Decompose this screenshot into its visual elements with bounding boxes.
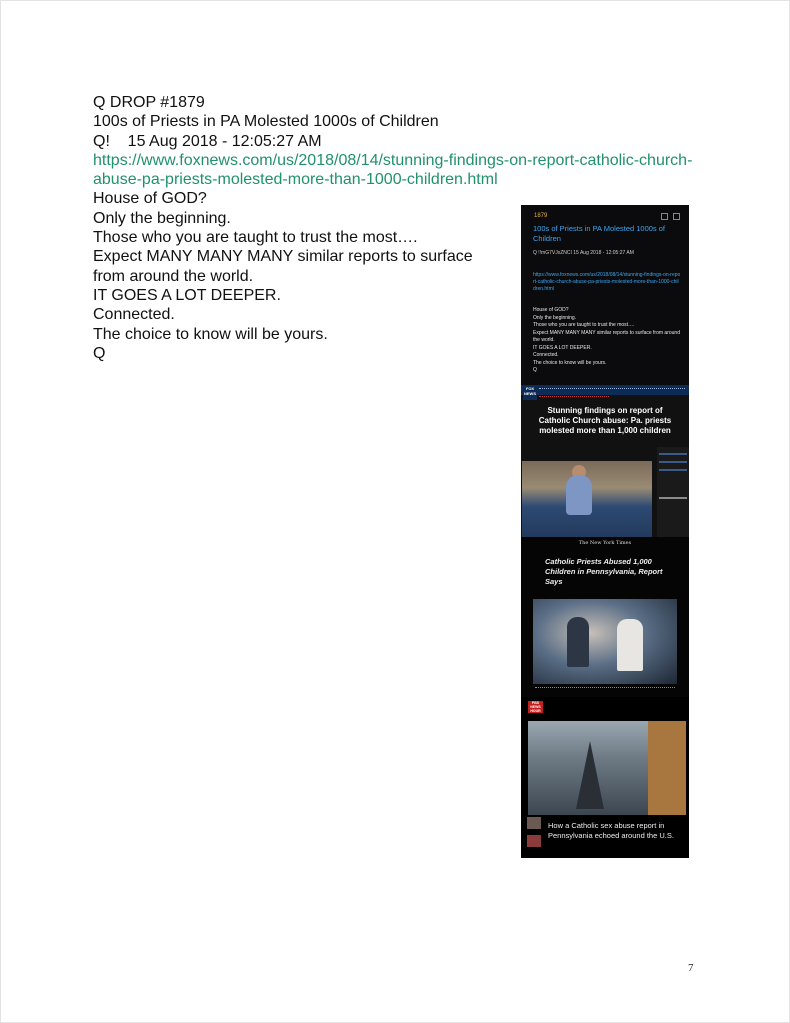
church-spire (576, 741, 604, 809)
nyt-photo (533, 599, 677, 684)
screenshot-collage (521, 205, 689, 858)
nyt-masthead: The New York Times (578, 540, 632, 546)
pbs-clipping (521, 697, 689, 858)
window-button-icon (661, 213, 668, 220)
fox-photo (522, 461, 652, 537)
body-line-7: The choice to know will be yours. (93, 325, 328, 343)
body-line-4: Expect MANY MANY MANY similar reports to surface from around the world. (93, 248, 473, 285)
nyt-headline: Catholic Priests Abused 1,000 Children in Pennsylvania, Report Says (545, 557, 663, 586)
drop-timestamp: Q! 15 Aug 2018 - 12:05:27 AM (93, 132, 322, 150)
thumbnail (527, 817, 541, 829)
drop-number: Q DROP #1879 (93, 94, 205, 111)
fox-sidebar (657, 447, 689, 537)
person-figure (566, 475, 592, 515)
post-body-line: Connected. (533, 352, 559, 358)
fox-news-logo: FOX NEWS (523, 386, 537, 400)
building-facade (648, 721, 686, 815)
fox-headline: Stunning findings on report of Catholic Church abuse: Pa. priests molested more than 1,000 children (538, 406, 672, 435)
post-body-line: The choice to know will be yours. (533, 359, 607, 366)
nyt-clipping (521, 537, 689, 697)
post-title: 100s of Priests in PA Molested 1000s of Children (533, 224, 666, 243)
post-body (533, 307, 683, 375)
figure-dark (567, 617, 589, 667)
sidebar-line (659, 469, 687, 471)
sidebar-line (659, 461, 687, 463)
fox-news-clipping (521, 385, 689, 537)
signature-q: Q (93, 344, 106, 362)
sidebar-line (659, 453, 687, 455)
post-body-line: Expect MANY MANY MANY similar reports to surface from around the world. (533, 329, 680, 343)
post-meta: Q !!mG7VJxZNCI 15 Aug 2018 - 12:05:27 AM (533, 250, 634, 256)
post-body-line: Q (533, 367, 537, 373)
body-line-1: House of GOD? (93, 190, 207, 208)
post-number: 1879 (534, 213, 548, 219)
post-link: https://www.foxnews.com/us/2018/08/14/stunning-findings-on-report-catholic-church-abuse-pa-priests-molested-more-than-1000-children.html (533, 272, 681, 292)
body-line-3: Those who you are taught to trust the most…. (93, 229, 418, 247)
q-post-card (521, 205, 689, 385)
nyt-caption (535, 687, 675, 690)
sidebar-line (659, 497, 687, 499)
fox-sub-nav (539, 396, 609, 399)
pbs-logo: PBS NEWS HOUR (528, 701, 543, 713)
post-body-line: Only the beginning. (533, 314, 577, 321)
post-body-line: Those who you are taught to trust the most…. (533, 322, 635, 328)
pbs-headline: How a Catholic sex abuse report in Pennsylvania echoed around the U.S. (548, 821, 674, 840)
body-line-2: Only the beginning. (93, 209, 231, 227)
body-line-5: IT GOES A LOT DEEPER. (93, 286, 281, 304)
pbs-photo (528, 721, 686, 815)
post-body-line: IT GOES A LOT DEEPER. (533, 344, 592, 351)
window-button-icon (673, 213, 680, 220)
source-link[interactable]: https://www.foxnews.com/us/2018/08/14/stunning-findings-on-report-catholic-church-abuse-pa-priests-molested-more-than-1000-children.html (93, 151, 693, 189)
post-body-line: House of GOD? (533, 307, 569, 313)
body-line-6: Connected. (93, 306, 175, 324)
figure-light (617, 619, 643, 671)
fox-nav-links (539, 388, 685, 391)
drop-title: 100s of Priests in PA Molested 1000s of Children (93, 113, 439, 131)
thumbnail (527, 835, 541, 847)
page-number: 7 (688, 962, 694, 974)
